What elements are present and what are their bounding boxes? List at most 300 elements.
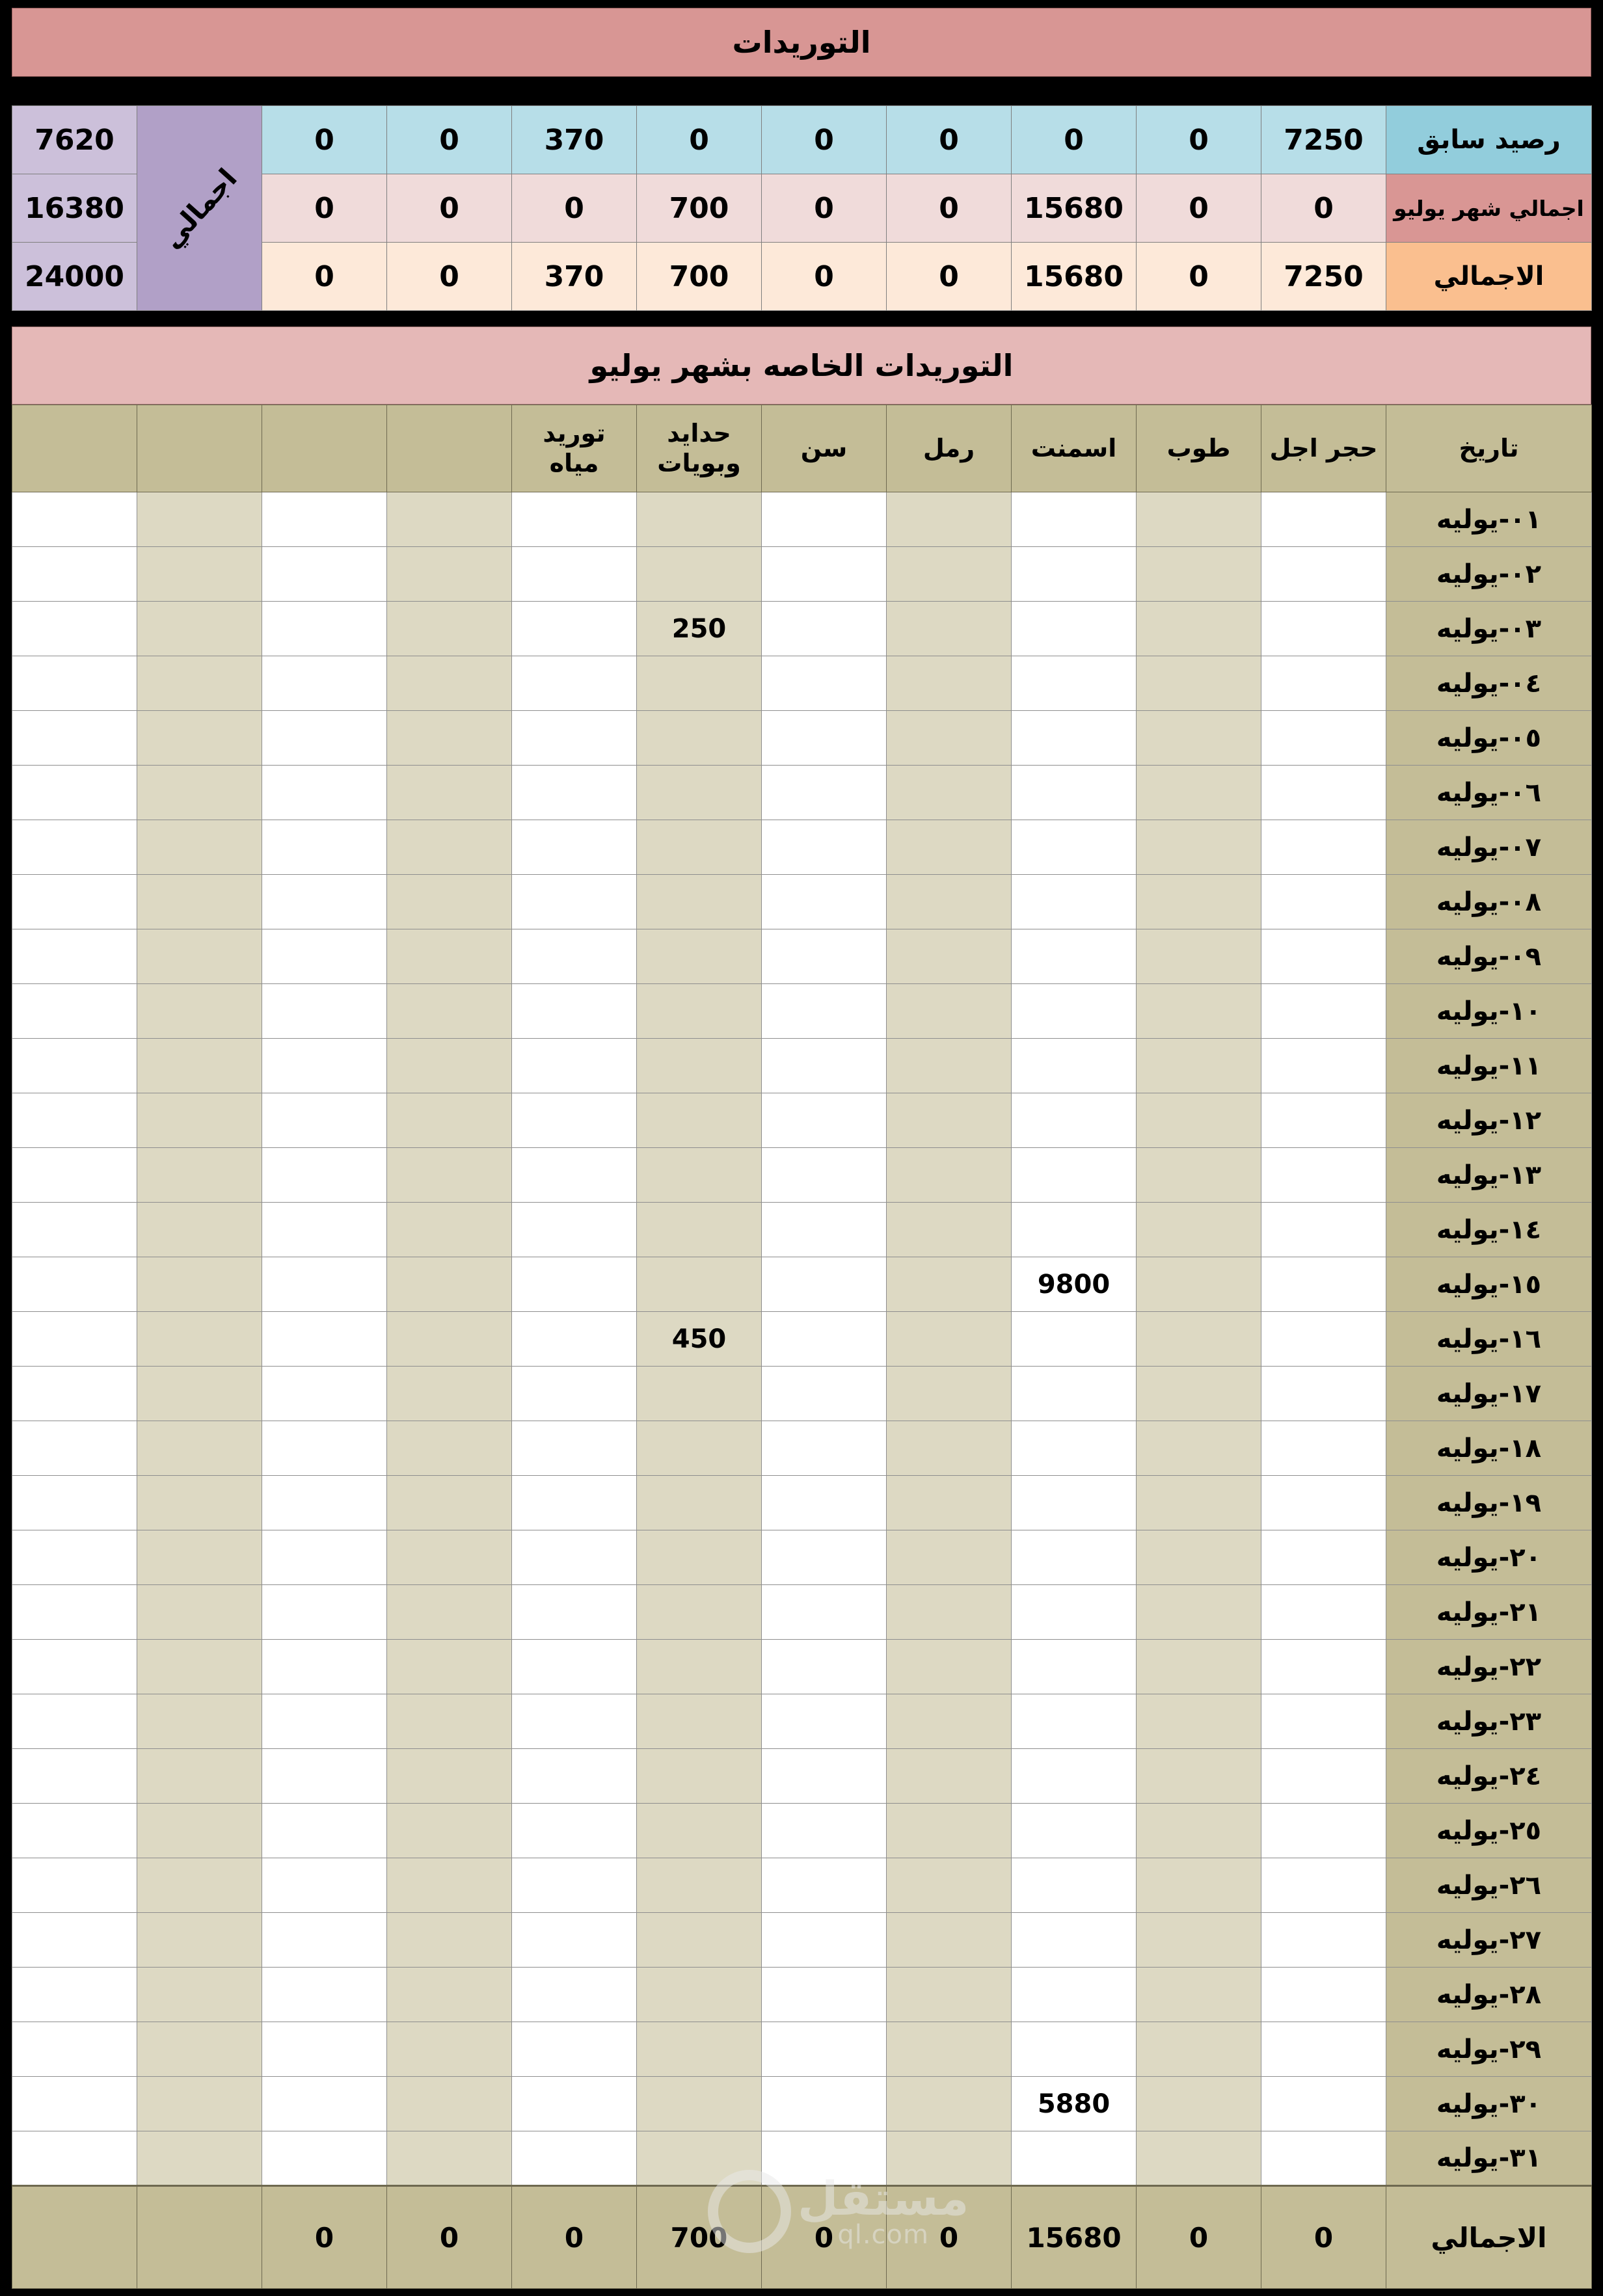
detail-cell[interactable]: [137, 1367, 262, 1421]
summary-cell[interactable]: 0: [387, 243, 512, 311]
detail-cell[interactable]: [262, 1749, 387, 1804]
date-cell[interactable]: ٢٣-يوليه: [1386, 1694, 1592, 1749]
detail-cell[interactable]: [637, 2077, 762, 2131]
detail-cell[interactable]: [262, 1804, 387, 1858]
summary-cell[interactable]: 0: [887, 106, 1012, 174]
detail-cell[interactable]: [887, 492, 1012, 547]
detail-cell[interactable]: [512, 766, 637, 820]
detail-cell[interactable]: [12, 929, 137, 984]
detail-cell[interactable]: [387, 1749, 512, 1804]
detail-cell[interactable]: 450: [637, 1312, 762, 1367]
detail-cell[interactable]: [887, 1694, 1012, 1749]
summary-cell[interactable]: 7250: [1261, 243, 1386, 311]
grand-total-cell[interactable]: 16380: [12, 174, 137, 243]
detail-cell[interactable]: [512, 1968, 637, 2022]
detail-cell[interactable]: [387, 1093, 512, 1148]
detail-cell[interactable]: [1261, 1858, 1386, 1913]
detail-cell[interactable]: [887, 875, 1012, 929]
date-cell[interactable]: ٠٧-يوليه: [1386, 820, 1592, 875]
summary-cell[interactable]: 0: [387, 174, 512, 243]
detail-cell[interactable]: [1012, 1968, 1137, 2022]
column-header-gravel[interactable]: سن: [762, 405, 887, 492]
detail-cell[interactable]: [387, 984, 512, 1039]
detail-cell[interactable]: [637, 1421, 762, 1476]
column-header[interactable]: [12, 405, 137, 492]
detail-cell[interactable]: [137, 1093, 262, 1148]
date-cell[interactable]: ٢٠-يوليه: [1386, 1530, 1592, 1585]
detail-cell[interactable]: [637, 1749, 762, 1804]
detail-cell[interactable]: [12, 1421, 137, 1476]
detail-cell[interactable]: [637, 1203, 762, 1257]
detail-cell[interactable]: [12, 766, 137, 820]
detail-cell[interactable]: [137, 492, 262, 547]
detail-cell[interactable]: [12, 547, 137, 602]
detail-cell[interactable]: [137, 1585, 262, 1640]
merged-total-label-cell[interactable]: [137, 106, 262, 311]
detail-cell[interactable]: [1261, 984, 1386, 1039]
detail-cell[interactable]: [1012, 1367, 1137, 1421]
summary-cell[interactable]: 700: [637, 174, 762, 243]
detail-cell[interactable]: [887, 1858, 1012, 1913]
summary-row-header[interactable]: الاجمالي: [1386, 243, 1592, 311]
detail-cell[interactable]: [887, 1367, 1012, 1421]
detail-cell[interactable]: [137, 1804, 262, 1858]
detail-cell[interactable]: [12, 1257, 137, 1312]
detail-cell[interactable]: [637, 1148, 762, 1203]
detail-cell[interactable]: [262, 1913, 387, 1968]
summary-row-header[interactable]: اجمالي شهر يوليو: [1386, 174, 1592, 243]
detail-cell[interactable]: [262, 1093, 387, 1148]
detail-cell[interactable]: [12, 1476, 137, 1530]
detail-cell[interactable]: [387, 1585, 512, 1640]
detail-cell[interactable]: [1261, 1039, 1386, 1093]
detail-cell[interactable]: [887, 2022, 1012, 2077]
detail-cell[interactable]: [1137, 1530, 1261, 1585]
detail-cell[interactable]: [512, 2022, 637, 2077]
detail-cell[interactable]: [512, 492, 637, 547]
detail-cell[interactable]: [637, 1804, 762, 1858]
detail-cell[interactable]: [512, 820, 637, 875]
detail-cell[interactable]: [1137, 984, 1261, 1039]
detail-cell[interactable]: [1012, 1093, 1137, 1148]
detail-cell[interactable]: [1012, 766, 1137, 820]
detail-cell[interactable]: [1137, 1640, 1261, 1694]
date-cell[interactable]: ١٦-يوليه: [1386, 1312, 1592, 1367]
detail-cell[interactable]: [887, 1039, 1012, 1093]
grand-total-cell[interactable]: 24000: [12, 243, 137, 311]
detail-cell[interactable]: [512, 984, 637, 1039]
detail-cell[interactable]: [1137, 1203, 1261, 1257]
detail-cell[interactable]: [1012, 711, 1137, 766]
detail-cell[interactable]: [387, 2077, 512, 2131]
detail-cell[interactable]: [137, 1312, 262, 1367]
date-cell[interactable]: ٢٥-يوليه: [1386, 1804, 1592, 1858]
detail-cell[interactable]: [137, 1530, 262, 1585]
detail-cell[interactable]: [262, 1257, 387, 1312]
detail-cell[interactable]: [762, 1312, 887, 1367]
date-cell[interactable]: ٠١-يوليه: [1386, 492, 1592, 547]
summary-cell[interactable]: 0: [762, 106, 887, 174]
date-cell[interactable]: ٠٣-يوليه: [1386, 602, 1592, 656]
detail-cell[interactable]: [1137, 1148, 1261, 1203]
detail-cell[interactable]: [12, 1913, 137, 1968]
detail-cell[interactable]: [1137, 1312, 1261, 1367]
totals-row-label[interactable]: الاجمالي: [1386, 2186, 1592, 2289]
detail-cell[interactable]: [512, 1858, 637, 1913]
detail-cell[interactable]: [887, 1203, 1012, 1257]
column-header-water-supply[interactable]: توريد مياه: [512, 405, 637, 492]
detail-cell[interactable]: [1012, 820, 1137, 875]
summary-cell[interactable]: 7250: [1261, 106, 1386, 174]
detail-cell[interactable]: [137, 2131, 262, 2186]
detail-cell[interactable]: 9800: [1012, 1257, 1137, 1312]
detail-cell[interactable]: [262, 1968, 387, 2022]
date-cell[interactable]: ١١-يوليه: [1386, 1039, 1592, 1093]
detail-cell[interactable]: [1012, 1312, 1137, 1367]
detail-cell[interactable]: [12, 1203, 137, 1257]
summary-cell[interactable]: 0: [887, 243, 1012, 311]
detail-cell[interactable]: [137, 1749, 262, 1804]
detail-cell[interactable]: [637, 1530, 762, 1585]
detail-cell[interactable]: [762, 820, 887, 875]
detail-cell[interactable]: [887, 1913, 1012, 1968]
summary-cell[interactable]: 0: [762, 243, 887, 311]
date-cell[interactable]: ١٠-يوليه: [1386, 984, 1592, 1039]
detail-cell[interactable]: [137, 1039, 262, 1093]
detail-cell[interactable]: [1137, 820, 1261, 875]
summary-cell[interactable]: 0: [887, 174, 1012, 243]
detail-cell[interactable]: [387, 1203, 512, 1257]
detail-cell[interactable]: [262, 820, 387, 875]
detail-cell[interactable]: [887, 1093, 1012, 1148]
column-header-cement[interactable]: اسمنت: [1012, 405, 1137, 492]
detail-cell[interactable]: [12, 2077, 137, 2131]
totals-cell[interactable]: 0: [262, 2186, 387, 2289]
detail-cell[interactable]: [1261, 1421, 1386, 1476]
detail-cell[interactable]: [512, 1913, 637, 1968]
detail-cell[interactable]: [262, 2077, 387, 2131]
detail-cell[interactable]: [137, 820, 262, 875]
summary-cell[interactable]: 0: [1137, 174, 1261, 243]
detail-cell[interactable]: [637, 656, 762, 711]
detail-cell[interactable]: [137, 1858, 262, 1913]
detail-cell[interactable]: [262, 602, 387, 656]
detail-cell[interactable]: [1012, 1640, 1137, 1694]
date-cell[interactable]: ١٤-يوليه: [1386, 1203, 1592, 1257]
detail-cell[interactable]: [637, 2131, 762, 2186]
date-cell[interactable]: ٠٥-يوليه: [1386, 711, 1592, 766]
detail-cell[interactable]: [637, 1585, 762, 1640]
detail-cell[interactable]: [887, 1804, 1012, 1858]
detail-cell[interactable]: [512, 1312, 637, 1367]
detail-cell[interactable]: [137, 1476, 262, 1530]
detail-cell[interactable]: [887, 656, 1012, 711]
detail-cell[interactable]: [387, 2131, 512, 2186]
summary-cell[interactable]: 0: [637, 106, 762, 174]
detail-cell[interactable]: [262, 1585, 387, 1640]
detail-cell[interactable]: [387, 1858, 512, 1913]
detail-cell[interactable]: [12, 1858, 137, 1913]
summary-cell[interactable]: 0: [762, 174, 887, 243]
detail-cell[interactable]: [762, 2022, 887, 2077]
detail-cell[interactable]: [887, 1640, 1012, 1694]
date-cell[interactable]: ٢٦-يوليه: [1386, 1858, 1592, 1913]
detail-cell[interactable]: [512, 1530, 637, 1585]
date-cell[interactable]: ٠٤-يوليه: [1386, 656, 1592, 711]
detail-cell[interactable]: 5880: [1012, 2077, 1137, 2131]
detail-cell[interactable]: [137, 1148, 262, 1203]
detail-cell[interactable]: [387, 656, 512, 711]
detail-cell[interactable]: [1137, 929, 1261, 984]
detail-cell[interactable]: [887, 1749, 1012, 1804]
column-header-iron-paint[interactable]: حدايد وبويات: [637, 405, 762, 492]
date-cell[interactable]: ١٧-يوليه: [1386, 1367, 1592, 1421]
detail-cell[interactable]: [137, 766, 262, 820]
detail-cell[interactable]: [1012, 492, 1137, 547]
detail-cell[interactable]: [12, 1148, 137, 1203]
detail-cell[interactable]: [387, 547, 512, 602]
totals-cell[interactable]: 0: [762, 2186, 887, 2289]
totals-cell[interactable]: 700: [637, 2186, 762, 2289]
detail-cell[interactable]: [387, 1913, 512, 1968]
detail-cell[interactable]: [137, 2022, 262, 2077]
detail-cell[interactable]: [12, 1093, 137, 1148]
detail-cell[interactable]: [637, 711, 762, 766]
detail-cell[interactable]: [762, 1093, 887, 1148]
detail-cell[interactable]: [1261, 1093, 1386, 1148]
detail-cell[interactable]: [387, 1530, 512, 1585]
detail-cell[interactable]: [262, 1476, 387, 1530]
detail-cell[interactable]: [1137, 547, 1261, 602]
detail-cell[interactable]: [1137, 602, 1261, 656]
detail-cell[interactable]: [137, 929, 262, 984]
detail-cell[interactable]: [762, 1421, 887, 1476]
summary-cell[interactable]: 0: [262, 174, 387, 243]
detail-cell[interactable]: [1261, 1804, 1386, 1858]
detail-cell[interactable]: [262, 547, 387, 602]
detail-cell[interactable]: [1261, 2131, 1386, 2186]
detail-cell[interactable]: [137, 1694, 262, 1749]
detail-cell[interactable]: [387, 2022, 512, 2077]
detail-cell[interactable]: [637, 1694, 762, 1749]
date-cell[interactable]: ١٥-يوليه: [1386, 1257, 1592, 1312]
detail-cell[interactable]: [1261, 820, 1386, 875]
detail-cell[interactable]: [762, 547, 887, 602]
detail-cell[interactable]: [637, 1367, 762, 1421]
summary-cell[interactable]: 370: [512, 106, 637, 174]
detail-cell[interactable]: [1012, 1203, 1137, 1257]
detail-cell[interactable]: [762, 2131, 887, 2186]
detail-cell[interactable]: [512, 1039, 637, 1093]
totals-cell[interactable]: 0: [1261, 2186, 1386, 2289]
detail-cell[interactable]: [512, 2131, 637, 2186]
detail-cell[interactable]: [1137, 711, 1261, 766]
summary-cell[interactable]: 15680: [1012, 174, 1137, 243]
summary-cell[interactable]: 0: [512, 174, 637, 243]
detail-cell[interactable]: [12, 1804, 137, 1858]
detail-cell[interactable]: [1261, 2077, 1386, 2131]
detail-cell[interactable]: [512, 1585, 637, 1640]
detail-cell[interactable]: [387, 929, 512, 984]
detail-cell[interactable]: [637, 1093, 762, 1148]
column-header[interactable]: [387, 405, 512, 492]
detail-cell[interactable]: [887, 2077, 1012, 2131]
detail-cell[interactable]: [387, 1148, 512, 1203]
detail-cell[interactable]: [762, 1640, 887, 1694]
detail-cell[interactable]: [887, 1312, 1012, 1367]
detail-cell[interactable]: [887, 1476, 1012, 1530]
summary-cell[interactable]: 15680: [1012, 243, 1137, 311]
detail-cell[interactable]: [1261, 1203, 1386, 1257]
detail-cell[interactable]: [1012, 1858, 1137, 1913]
detail-cell[interactable]: [762, 1913, 887, 1968]
date-cell[interactable]: ٢١-يوليه: [1386, 1585, 1592, 1640]
date-cell[interactable]: ٠٢-يوليه: [1386, 547, 1592, 602]
detail-cell[interactable]: [1137, 2022, 1261, 2077]
summary-cell[interactable]: 700: [637, 243, 762, 311]
detail-cell[interactable]: [1261, 492, 1386, 547]
detail-cell[interactable]: [12, 2131, 137, 2186]
detail-cell[interactable]: [762, 656, 887, 711]
detail-cell[interactable]: [12, 1039, 137, 1093]
detail-cell[interactable]: [137, 1968, 262, 2022]
detail-cell[interactable]: [12, 1694, 137, 1749]
detail-cell[interactable]: [137, 984, 262, 1039]
detail-cell[interactable]: [637, 1913, 762, 1968]
detail-cell[interactable]: [637, 1476, 762, 1530]
detail-cell[interactable]: [637, 1968, 762, 2022]
totals-cell[interactable]: 0: [512, 2186, 637, 2289]
detail-cell[interactable]: [887, 1585, 1012, 1640]
detail-cell[interactable]: [1261, 656, 1386, 711]
detail-cell[interactable]: [262, 1148, 387, 1203]
detail-cell[interactable]: [1012, 929, 1137, 984]
detail-cell[interactable]: [887, 711, 1012, 766]
detail-cell[interactable]: [1261, 1312, 1386, 1367]
column-header-date[interactable]: تاريخ: [1386, 405, 1592, 492]
detail-cell[interactable]: [1137, 1968, 1261, 2022]
detail-cell[interactable]: 250: [637, 602, 762, 656]
column-header-bricks[interactable]: طوب: [1137, 405, 1261, 492]
detail-cell[interactable]: [262, 1421, 387, 1476]
date-cell[interactable]: ٢٢-يوليه: [1386, 1640, 1592, 1694]
detail-cell[interactable]: [512, 875, 637, 929]
detail-cell[interactable]: [1261, 547, 1386, 602]
detail-cell[interactable]: [762, 1585, 887, 1640]
detail-cell[interactable]: [512, 1257, 637, 1312]
detail-cell[interactable]: [12, 1530, 137, 1585]
detail-cell[interactable]: [262, 1858, 387, 1913]
detail-cell[interactable]: [637, 1039, 762, 1093]
detail-cell[interactable]: [512, 711, 637, 766]
detail-cell[interactable]: [12, 875, 137, 929]
date-cell[interactable]: ٢٨-يوليه: [1386, 1968, 1592, 2022]
detail-cell[interactable]: [762, 766, 887, 820]
detail-cell[interactable]: [1137, 1257, 1261, 1312]
detail-cell[interactable]: [262, 766, 387, 820]
detail-cell[interactable]: [137, 2077, 262, 2131]
detail-cell[interactable]: [512, 1804, 637, 1858]
detail-cell[interactable]: [387, 1694, 512, 1749]
detail-cell[interactable]: [1261, 1749, 1386, 1804]
detail-cell[interactable]: [1137, 1476, 1261, 1530]
detail-cell[interactable]: [762, 875, 887, 929]
detail-cell[interactable]: [12, 656, 137, 711]
detail-cell[interactable]: [637, 1858, 762, 1913]
detail-cell[interactable]: [1012, 1530, 1137, 1585]
detail-cell[interactable]: [1137, 1804, 1261, 1858]
detail-cell[interactable]: [262, 711, 387, 766]
detail-cell[interactable]: [887, 766, 1012, 820]
detail-cell[interactable]: [387, 1640, 512, 1694]
summary-cell[interactable]: 0: [1012, 106, 1137, 174]
detail-cell[interactable]: [262, 1530, 387, 1585]
date-cell[interactable]: ٣٠-يوليه: [1386, 2077, 1592, 2131]
column-header-stone[interactable]: حجر اجل: [1261, 405, 1386, 492]
detail-cell[interactable]: [262, 1203, 387, 1257]
date-cell[interactable]: ١٣-يوليه: [1386, 1148, 1592, 1203]
detail-cell[interactable]: [262, 875, 387, 929]
detail-cell[interactable]: [387, 1257, 512, 1312]
grand-total-cell[interactable]: 7620: [12, 106, 137, 174]
detail-cell[interactable]: [12, 492, 137, 547]
detail-cell[interactable]: [1137, 656, 1261, 711]
column-header[interactable]: [137, 405, 262, 492]
detail-cell[interactable]: [262, 1694, 387, 1749]
totals-cell[interactable]: [12, 2186, 137, 2289]
date-cell[interactable]: ٢٤-يوليه: [1386, 1749, 1592, 1804]
detail-cell[interactable]: [512, 602, 637, 656]
detail-cell[interactable]: [887, 1148, 1012, 1203]
detail-cell[interactable]: [1012, 1913, 1137, 1968]
detail-cell[interactable]: [387, 492, 512, 547]
totals-cell[interactable]: 0: [1137, 2186, 1261, 2289]
detail-cell[interactable]: [1137, 2077, 1261, 2131]
detail-cell[interactable]: [1261, 1367, 1386, 1421]
detail-cell[interactable]: [1137, 1093, 1261, 1148]
summary-cell[interactable]: 0: [262, 106, 387, 174]
detail-cell[interactable]: [512, 1749, 637, 1804]
detail-cell[interactable]: [1012, 2022, 1137, 2077]
detail-cell[interactable]: [1012, 1749, 1137, 1804]
detail-cell[interactable]: [12, 2022, 137, 2077]
detail-cell[interactable]: [262, 1640, 387, 1694]
totals-cell[interactable]: [137, 2186, 262, 2289]
detail-cell[interactable]: [1012, 1148, 1137, 1203]
detail-cell[interactable]: [887, 984, 1012, 1039]
detail-cell[interactable]: [762, 1804, 887, 1858]
detail-cell[interactable]: [1261, 929, 1386, 984]
detail-cell[interactable]: [387, 1312, 512, 1367]
detail-cell[interactable]: [387, 820, 512, 875]
detail-cell[interactable]: [12, 1367, 137, 1421]
detail-cell[interactable]: [762, 492, 887, 547]
detail-cell[interactable]: [637, 875, 762, 929]
detail-cell[interactable]: [762, 984, 887, 1039]
detail-cell[interactable]: [1012, 984, 1137, 1039]
detail-cell[interactable]: [12, 820, 137, 875]
totals-cell[interactable]: 0: [887, 2186, 1012, 2289]
detail-cell[interactable]: [1261, 1585, 1386, 1640]
detail-cell[interactable]: [387, 1421, 512, 1476]
detail-cell[interactable]: [637, 2022, 762, 2077]
detail-cell[interactable]: [1137, 1039, 1261, 1093]
detail-cell[interactable]: [762, 1749, 887, 1804]
detail-cell[interactable]: [1137, 1858, 1261, 1913]
detail-cell[interactable]: [887, 547, 1012, 602]
detail-cell[interactable]: [387, 1804, 512, 1858]
detail-cell[interactable]: [762, 1203, 887, 1257]
